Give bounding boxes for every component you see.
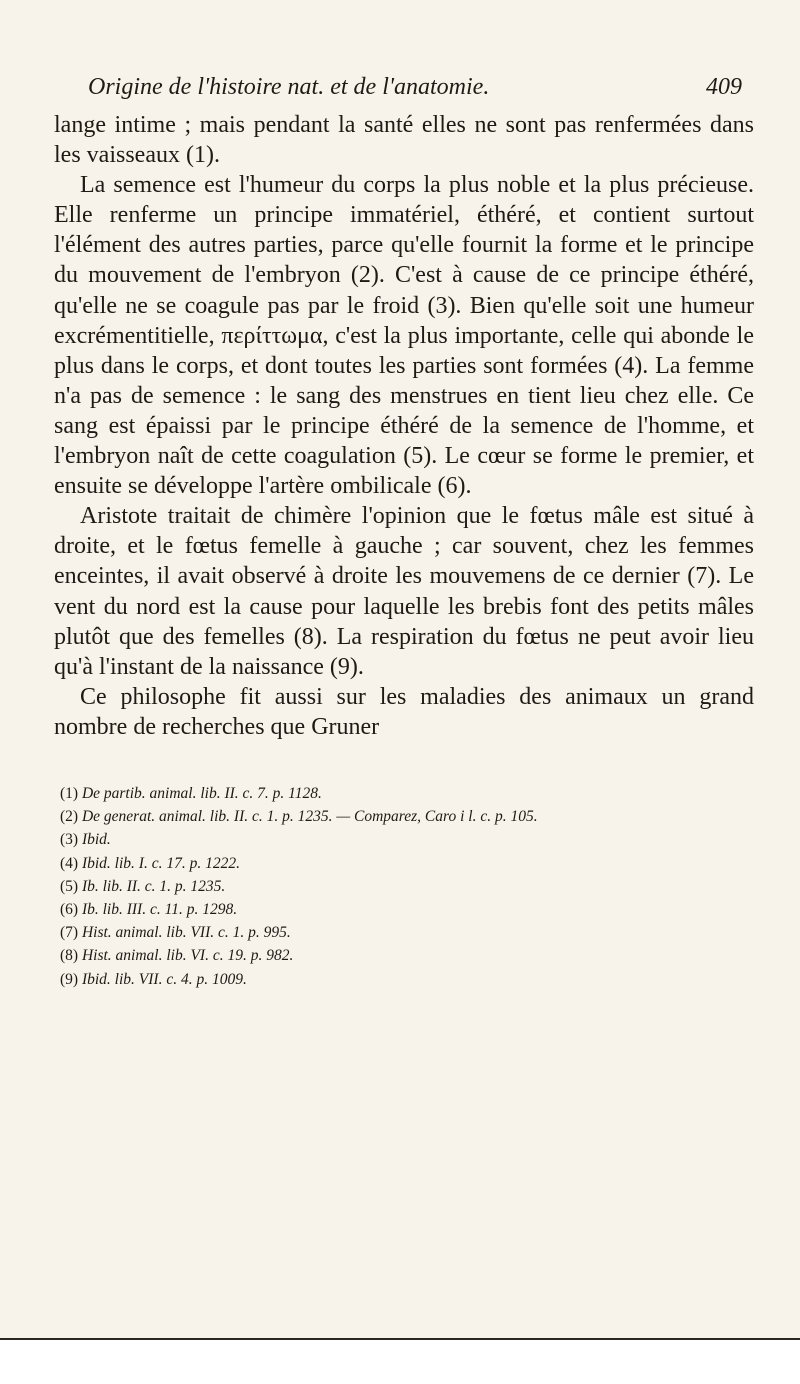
page-number: 409 — [706, 74, 742, 100]
footnote-3: (3) Ibid. — [60, 831, 111, 849]
paragraph-aristote: Aristote traitait de chimère l'opinion que le fœtus mâle est situé à droite, et le fœtus femelle à gauche ; car souvent, chez les femmes enceintes, il avait observé à droite les mouvemens de ce dernier (7). Le vent du nord est la cause pour laquelle les brebis font des petits mâles plutôt que des femelles (8). La respiration du fœtus ne peut avoir lieu qu'à l'instant de la naissance (9). — [54, 503, 754, 680]
footnote-2: (2) De generat. animal. lib. II. c. 1. p. 1235. — Comparez, Caro i l. c. p. 105. — [60, 808, 538, 826]
running-header — [88, 74, 748, 101]
footnote-8: (8) Hist. animal. lib. VI. c. 19. p. 982. — [60, 947, 294, 965]
page-edge — [0, 1338, 800, 1384]
footnote-6: (6) Ib. lib. III. c. 11. p. 1298. — [60, 901, 238, 919]
paragraph-continuation: lange intime ; mais pendant la santé elles ne sont pas renfermées dans les vaisseaux (1). — [54, 112, 754, 169]
footnote-4: (4) Ibid. lib. I. c. 17. p. 1222. — [60, 854, 240, 872]
footnote-7: (7) Hist. animal. lib. VII. c. 1. p. 995. — [60, 924, 291, 942]
footnote-5: (5) Ib. lib. II. c. 1. p. 1235. — [60, 877, 226, 895]
footnote-9: (9) Ibid. lib. VII. c. 4. p. 1009. — [60, 970, 247, 988]
footnotes — [54, 782, 754, 991]
main-text — [54, 110, 754, 742]
running-title: Origine de l'histoire nat. et de l'anatomie. — [88, 74, 490, 100]
paragraph-semence: La semence est l'humeur du corps la plus noble et la plus précieuse. Elle renferme un principe immatériel, éthéré, et contient surtout l'élément des autres parties, parce qu'elle fournit la forme et le principe du mouvement de l'embryon (2). C'est à cause de ce principe éthéré, qu'elle ne se coagule pas par le froid (3). Bien qu'elle soit une humeur excrémentitielle, περίττωμα, c'est la plus importante, celle qui abonde le plus dans le corps, et dont toutes les parties sont formées (4). La femme n'a pas de semence : le sang des menstrues en tient lieu chez elle. Ce sang est épaissi par le principe éthéré de la semence de l'homme, et l'embryon naît de cette coagulation (5). Le cœur se forme le premier, et ensuite se développe l'artère ombilicale (6). — [54, 172, 754, 500]
footnote-1: (1) De partib. animal. lib. II. c. 7. p. 1128. — [60, 785, 322, 802]
paragraph-maladies: Ce philosophe fit aussi sur les maladies des animaux un grand nombre de recherches que Gruner — [54, 683, 754, 740]
